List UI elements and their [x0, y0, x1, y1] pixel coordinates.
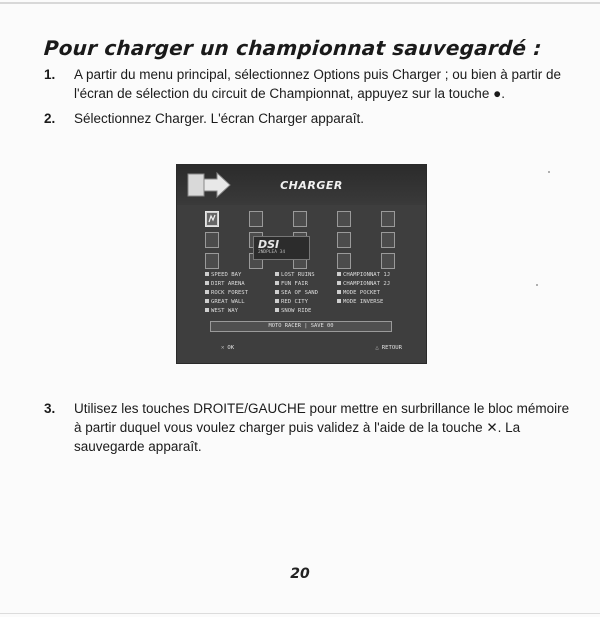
step-text: Sélectionnez Charger. L'écran Charger apparaît. — [74, 111, 364, 126]
track-item: CHAMPIONNAT 2J — [337, 280, 390, 289]
track-item: SEA OF SAND — [275, 289, 318, 298]
track-column — [205, 271, 248, 316]
scan-speck — [548, 171, 550, 173]
memory-block[interactable] — [337, 253, 351, 269]
step-text: Utilisez les touches DROITE/GAUCHE pour mettre en surbrillance le bloc mémoire à partir duquel vous voulez charger puis validez à l'aide de la touche ✕. La sauvegarde apparaît. — [74, 401, 570, 454]
memory-block[interactable] — [381, 253, 395, 269]
save-file-icon — [206, 212, 218, 226]
scan-speck — [536, 284, 538, 286]
step-2 — [44, 109, 574, 128]
ok-button[interactable] — [221, 345, 234, 351]
memory-block[interactable] — [293, 211, 307, 227]
track-column — [337, 271, 390, 307]
save-preview-banner — [253, 236, 310, 260]
track-item: MODE INVERSE — [337, 298, 390, 307]
track-item: SNOW RIDE — [275, 307, 318, 316]
track-item: MODE POCKET — [337, 289, 390, 298]
track-item: GREAT WALL — [205, 298, 248, 307]
track-item: ROCK FOREST — [205, 289, 248, 298]
memory-block[interactable] — [249, 211, 263, 227]
track-item: FUN FAIR — [275, 280, 318, 289]
memory-block[interactable] — [337, 211, 351, 227]
top-rule — [0, 2, 600, 4]
retour-label: RETOUR — [381, 345, 402, 351]
step-number: 1. — [44, 67, 56, 82]
track-item: LOST RUINS — [275, 271, 318, 280]
cross-icon: ✕ — [221, 345, 225, 351]
save-name-bar: MOTO RACER | SAVE 00 — [210, 321, 392, 332]
step-1 — [44, 65, 574, 103]
memory-block[interactable] — [205, 232, 219, 248]
retour-button[interactable] — [375, 345, 402, 351]
track-item: RED CITY — [275, 298, 318, 307]
step-number: 3. — [44, 401, 56, 416]
dsi-logo: DSI — [258, 238, 280, 251]
step-3 — [44, 399, 574, 456]
track-item: CHAMPIONNAT 1J — [337, 271, 390, 280]
banner-subtext: 2NDPLEA 34 — [258, 250, 286, 255]
step-text: A partir du menu principal, sélectionnez Options puis Charger ; ou bien à partir de l'écran de sélection du circuit de Championnat, appuyez sur la touche ●. — [74, 67, 562, 101]
memory-block[interactable] — [381, 232, 395, 248]
step-number: 2. — [44, 111, 56, 126]
track-item: WEST WAY — [205, 307, 248, 316]
memory-block[interactable] — [337, 232, 351, 248]
memory-block[interactable] — [205, 253, 219, 269]
section-title: Pour charger un championnat sauvegardé : — [43, 36, 543, 60]
charger-screenshot — [176, 164, 427, 364]
triangle-icon: △ — [375, 345, 379, 351]
track-item: SPEED BAY — [205, 271, 248, 280]
track-column — [275, 271, 318, 316]
track-item: DIRT ARENA — [205, 280, 248, 289]
ok-label: OK — [227, 345, 235, 351]
memory-block[interactable] — [381, 211, 395, 227]
page-number: 20 — [290, 566, 310, 582]
memory-block-selected[interactable] — [205, 211, 219, 227]
screenshot-title: CHARGER — [280, 179, 343, 192]
bottom-rule — [0, 613, 600, 614]
